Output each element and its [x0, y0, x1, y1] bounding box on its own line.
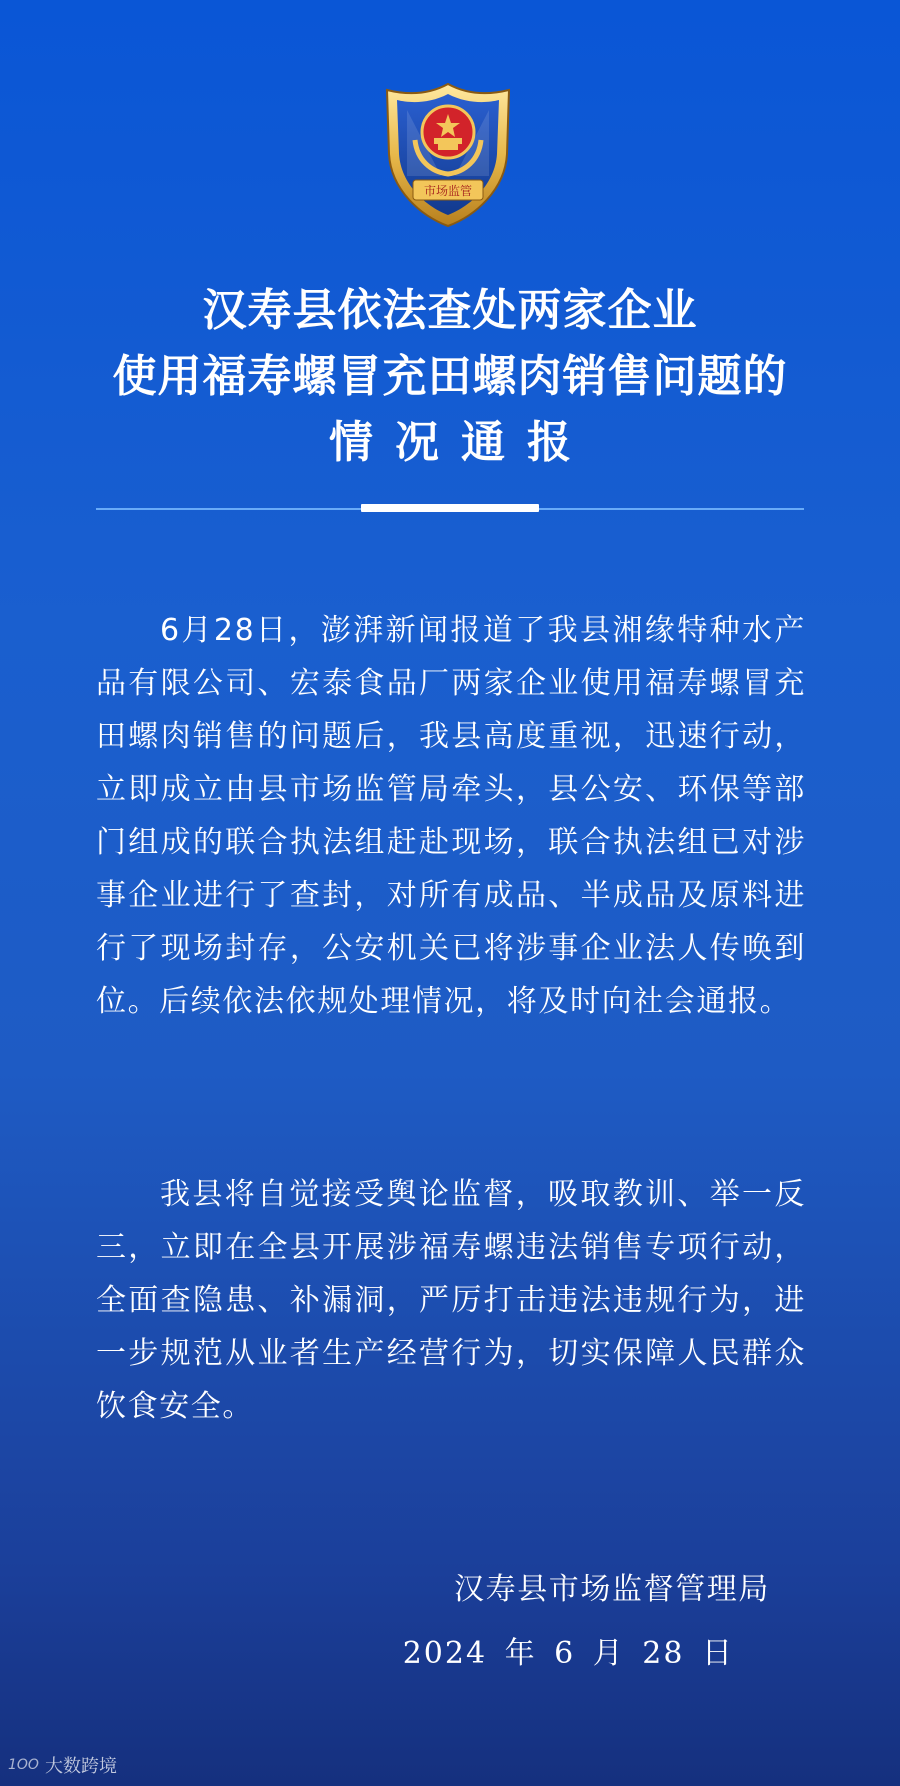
- title-line-2: 使用福寿螺冒充田螺肉销售问题的: [112, 351, 788, 402]
- watermark-logo-icon: 1OO: [8, 1757, 39, 1773]
- title-line-3: 情况通报: [329, 417, 593, 468]
- title-divider-accent: [361, 504, 539, 512]
- body-paragraph-2: 我县将自觉接受舆论监督，吸取教训、举一反三，立即在全县开展涉福寿螺违法销售专项行动，全面查隐患、补漏洞，严厉打击违法违规行为，进一步规范从业者生产经营行为，切实保障人民群众饮食安全。: [96, 1177, 806, 1424]
- watermark-text: 大数跨境: [44, 1756, 117, 1777]
- market-supervision-emblem-icon: [381, 80, 515, 230]
- signature-organization: 汉寿县市场监督管理局: [454, 1572, 770, 1607]
- emblem-text: 市场监管: [423, 184, 473, 198]
- title-line-1: 汉寿县依法查处两家企业: [202, 285, 698, 336]
- body-paragraph-1: 6月28日，澎湃新闻报道了我县湘缘特种水产品有限公司、宏泰食品厂两家企业使用福寿螺冒充田螺肉销售的问题后，我县高度重视，迅速行动，立即成立由县市场监管局牵头，县公安、环保等部门组成的联合执法组赶赴现场，联合执法组已对涉事企业进行了查封，对所有成品、半成品及原料进行了现场封存，公安机关已将涉事企业法人传唤到位。后续依法依规处理情况，将及时向社会通报。: [96, 613, 806, 1019]
- signature-date: 2024 年 6 月 28 日: [402, 1636, 734, 1671]
- notice-title: [0, 278, 900, 476]
- watermark: [8, 1752, 117, 1778]
- market-supervision-emblem: [381, 80, 515, 230]
